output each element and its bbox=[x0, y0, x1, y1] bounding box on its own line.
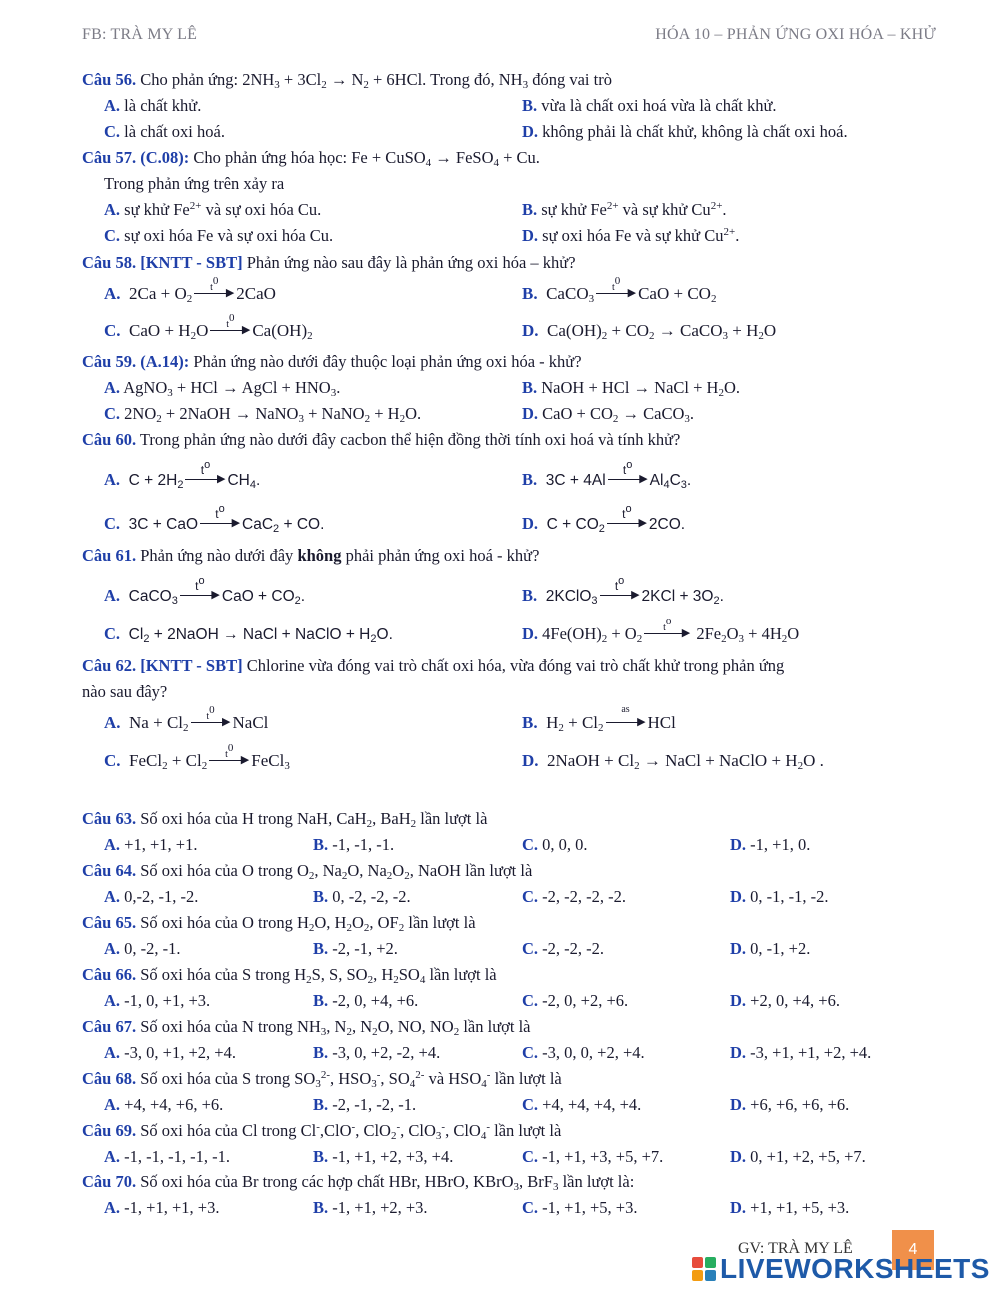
option-57-C[interactable]: C. sự oxi hóa Fe và sự oxi hóa Cu. bbox=[104, 226, 334, 245]
option-67-B[interactable]: B. -3, 0, +2, -2, +4. bbox=[313, 1043, 441, 1062]
reaction-arrow: $t^0$ ▶ bbox=[191, 717, 231, 727]
option-56-A[interactable]: A. là chất khử. bbox=[104, 96, 202, 115]
reaction-arrow: $t^0$ ▶ bbox=[210, 325, 250, 335]
option-64-B[interactable]: B. 0, -2, -2, -2. bbox=[313, 887, 411, 906]
footer-teacher: GV: TRÀ MY LÊ bbox=[738, 1240, 853, 1257]
option-65-D[interactable]: D. 0, -1, +2. bbox=[730, 939, 811, 958]
option-56-B[interactable]: B. vừa là chất oxi hoá vừa là chất khử. bbox=[522, 96, 777, 115]
option-62-A[interactable]: A. $Na + Cl_2$ $t^0$ ▶ NaCl bbox=[104, 704, 269, 734]
option-59-B[interactable]: B. NaOH + HCl → NaCl + $H_2O$. bbox=[522, 378, 740, 399]
option-68-A[interactable]: A. +4, +4, +6, +6. bbox=[104, 1095, 224, 1114]
option-63-B[interactable]: B. -1, -1, -1. bbox=[313, 835, 395, 854]
option-69-A[interactable]: A. -1, -1, -1, -1, -1. bbox=[104, 1147, 231, 1166]
option-57-A[interactable]: A. sự khử $Fe^{2+}$ và sự oxi hóa Cu. bbox=[104, 200, 322, 219]
option-61-A[interactable]: A. CaCO$_3$ $t^o$ ▶ CaO + $CO_2$. bbox=[104, 575, 306, 607]
option-58-A[interactable]: A. $2Ca + O_2$ $t^0$ ▶ 2CaO bbox=[104, 275, 276, 305]
option-66-D[interactable]: D. +2, 0, +4, +6. bbox=[730, 991, 840, 1010]
option-56-D[interactable]: D. không phải là chất khử, không là chất oxi hoá. bbox=[522, 122, 848, 141]
option-62-D[interactable]: D. 2NaOH + $Cl_2$ → NaCl + NaClO + $H_2O$ . bbox=[522, 751, 824, 772]
option-70-B[interactable]: B. -1, +1, +2, +3. bbox=[313, 1198, 428, 1217]
option-70-C[interactable]: C. -1, +1, +5, +3. bbox=[522, 1198, 638, 1217]
option-60-D[interactable]: D. $C + CO_2$ $t^o$ ▶ 2CO. bbox=[522, 503, 686, 535]
option-67-D[interactable]: D. -3, +1, +1, +2, +4. bbox=[730, 1043, 872, 1062]
option-59-C[interactable]: C. $2NO_2$ + 2NaOH → NaNO$_3$ + NaNO$_2$ + $H_2O$. bbox=[104, 404, 422, 425]
option-68-B[interactable]: B. -2, -1, -2, -1. bbox=[313, 1095, 417, 1114]
reaction-arrow: $t^o$ ▶ bbox=[185, 474, 225, 484]
option-68-D[interactable]: D. +6, +6, +6, +6. bbox=[730, 1095, 850, 1114]
option-58-C[interactable]: C. CaO + $H_2O$ $t^0$ ▶ $Ca(OH)_2$ bbox=[104, 312, 313, 342]
option-65-B[interactable]: B. -2, -1, +2. bbox=[313, 939, 398, 958]
option-69-D[interactable]: D. 0, +1, +2, +5, +7. bbox=[730, 1147, 866, 1166]
question-63: Câu 63. Số oxi hóa của H trong NaH, CaH$_2$, BaH$_2$ lần lượt là bbox=[82, 809, 488, 830]
reaction-arrow: $t^o$ ▶ bbox=[644, 628, 690, 638]
question-58: Câu 58. [KNTT - SBT] Phản ứng nào sau đây là phản ứng oxi hóa – khử? bbox=[82, 253, 576, 272]
reaction-arrow: $t^0$ ▶ bbox=[209, 755, 249, 765]
question-62: Câu 62. [KNTT - SBT] Chlorine vừa đóng vai trò chất oxi hóa, vừa đóng vai trò chất khử trong phản ứng bbox=[82, 656, 785, 675]
option-58-D[interactable]: D. $Ca(OH)_2 + CO_2$ → CaCO$_3$ + $H_2O$ bbox=[522, 321, 777, 342]
header-right: HÓA 10 – PHẢN ỨNG OXI HÓA – KHỬ bbox=[655, 26, 936, 43]
option-68-C[interactable]: C. +4, +4, +4, +4. bbox=[522, 1095, 642, 1114]
question-60: Câu 60. Trong phản ứng nào dưới đây cacbon thể hiện đồng thời tính oxi hoá và tính khử? bbox=[82, 430, 681, 449]
option-59-D[interactable]: D. CaO + $CO_2$ → CaCO$_3$. bbox=[522, 404, 695, 425]
question-62-cont: nào sau đây? bbox=[82, 682, 168, 701]
question-68: Câu 68. Số oxi hóa của S trong $SO_3^{2-}$, $HSO_3^-$, $SO_4^{2-}$ và $HSO_4^-$ lần lượt là bbox=[82, 1069, 562, 1090]
option-66-B[interactable]: B. -2, 0, +4, +6. bbox=[313, 991, 419, 1010]
option-60-B[interactable]: B. 3C + 4Al $t^o$ ▶ $Al_4C_3$. bbox=[522, 459, 692, 491]
option-62-B[interactable]: B. $H_2 + Cl_2$ as ▶ HCl bbox=[522, 704, 676, 734]
question-65: Câu 65. Số oxi hóa của O trong $H_2O$, $H_2O_2$, $OF_2$ lần lượt là bbox=[82, 913, 476, 934]
question-67: Câu 67. Số oxi hóa của N trong $NH_3$, $N_2$, $N_2O$, NO, $NO_2$ lần lượt là bbox=[82, 1017, 531, 1038]
question-61: Câu 61. Phản ứng nào dưới đây không phải phản ứng oxi hoá - khử? bbox=[82, 546, 540, 565]
question-66: Câu 66. Số oxi hóa của S trong $H_2S$, S, $SO_2$, $H_2SO_4$ lần lượt là bbox=[82, 965, 497, 986]
option-60-A[interactable]: A. $C + 2H_2$ $t^o$ ▶ $CH_4$. bbox=[104, 459, 261, 491]
brand-text: LIVEWORKSHEETS bbox=[720, 1253, 990, 1284]
reaction-arrow: $t^o$ ▶ bbox=[200, 518, 240, 528]
option-57-B[interactable]: B. sự khử $Fe^{2+}$ và sự khử $Cu^{2+}$. bbox=[522, 200, 727, 219]
option-62-C[interactable]: C. FeCl$_2$ + $Cl_2$ $t^0$ ▶ FeCl$_3$ bbox=[104, 742, 290, 772]
option-64-C[interactable]: C. -2, -2, -2, -2. bbox=[522, 887, 627, 906]
option-67-C[interactable]: C. -3, 0, 0, +2, +4. bbox=[522, 1043, 645, 1062]
option-66-C[interactable]: C. -2, 0, +2, +6. bbox=[522, 991, 629, 1010]
option-67-A[interactable]: A. -3, 0, +1, +2, +4. bbox=[104, 1043, 236, 1062]
liveworksheets-logo[interactable] bbox=[692, 1253, 990, 1285]
reaction-arrow: as ▶ bbox=[606, 717, 646, 727]
option-70-A[interactable]: A. -1, +1, +1, +3. bbox=[104, 1198, 220, 1217]
question-64: Câu 64. Số oxi hóa của O trong $O_2$, $Na_2O$, $Na_2O_2$, NaOH lần lượt là bbox=[82, 861, 533, 882]
option-65-A[interactable]: A. 0, -2, -1. bbox=[104, 939, 181, 958]
option-59-A[interactable]: A. AgNO$_3$ + HCl → AgCl + $HNO_3$. bbox=[104, 378, 341, 399]
option-63-A[interactable]: A. +1, +1, +1. bbox=[104, 835, 198, 854]
reaction-arrow: $t^o$ ▶ bbox=[608, 474, 648, 484]
question-57-stem: Trong phản ứng trên xảy ra bbox=[104, 174, 285, 193]
option-61-B[interactable]: B. 2KClO$_3$ $t^o$ ▶ $2KCl + 3O_2$. bbox=[522, 575, 724, 607]
option-66-A[interactable]: A. -1, 0, +1, +3. bbox=[104, 991, 211, 1010]
page-number-badge: 4 bbox=[892, 1230, 934, 1270]
reaction-arrow: $t^o$ ▶ bbox=[607, 518, 647, 528]
option-65-C[interactable]: C. -2, -2, -2. bbox=[522, 939, 605, 958]
question-57: Câu 57. (C.08): Cho phản ứng hóa học: Fe + CuSO$_4$ → FeSO$_4$ + Cu. bbox=[82, 148, 540, 169]
reaction-arrow: $t^o$ ▶ bbox=[600, 590, 640, 600]
option-61-D[interactable]: D. $4Fe(OH)_2 + O_2$ $t^o$ ▶ $2Fe_2O_3 + 4H_2O$ bbox=[522, 615, 800, 645]
question-number: Câu 56. bbox=[82, 70, 137, 89]
option-56-C[interactable]: C. là chất oxi hoá. bbox=[104, 122, 225, 141]
option-63-D[interactable]: D. -1, +1, 0. bbox=[730, 835, 811, 854]
header-left: FB: TRÀ MY LÊ bbox=[82, 26, 198, 43]
option-64-A[interactable]: A. 0,-2, -1, -2. bbox=[104, 887, 199, 906]
option-63-C[interactable]: C. 0, 0, 0. bbox=[522, 835, 588, 854]
option-61-C[interactable]: C. $Cl_2$ + 2NaOH → NaCl + NaClO + $H_2O$. bbox=[104, 624, 393, 645]
option-64-D[interactable]: D. 0, -1, -1, -2. bbox=[730, 887, 829, 906]
option-60-C[interactable]: C. 3C + CaO $t^o$ ▶ CaC$_2$ + CO. bbox=[104, 503, 325, 535]
option-57-D[interactable]: D. sự oxi hóa Fe và sự khử $Cu^{2+}$. bbox=[522, 226, 740, 245]
liveworksheets-icon bbox=[692, 1257, 716, 1281]
reaction-arrow: $t^0$ ▶ bbox=[194, 288, 234, 298]
option-58-B[interactable]: B. CaCO$_3$ $t^0$ ▶ CaO + $CO_2$ bbox=[522, 275, 717, 305]
question-70: Câu 70. Số oxi hóa của Br trong các hợp chất HBr, HBrO, KBrO$_3$, BrF$_3$ lần lượt là: bbox=[82, 1172, 635, 1193]
question-56: Câu 56. Cho phản ứng: $2NH_3 + 3Cl_2 \to N_2 + 6HCl$. Trong đó, $NH_3$ đóng vai trò bbox=[82, 70, 612, 91]
question-69: Câu 69. Số oxi hóa của Cl trong Cl-,ClO-, ClO$_2$-, ClO$_3$-, ClO$_4$- lần lượt là bbox=[82, 1121, 562, 1142]
option-69-C[interactable]: C. -1, +1, +3, +5, +7. bbox=[522, 1147, 664, 1166]
option-69-B[interactable]: B. -1, +1, +2, +3, +4. bbox=[313, 1147, 454, 1166]
reaction-arrow: $t^0$ ▶ bbox=[596, 288, 636, 298]
question-59: Câu 59. (A.14): Phản ứng nào dưới đây thuộc loại phản ứng oxi hóa - khử? bbox=[82, 352, 582, 371]
reaction-arrow: $t^o$ ▶ bbox=[180, 590, 220, 600]
option-70-D[interactable]: D. +1, +1, +5, +3. bbox=[730, 1198, 850, 1217]
